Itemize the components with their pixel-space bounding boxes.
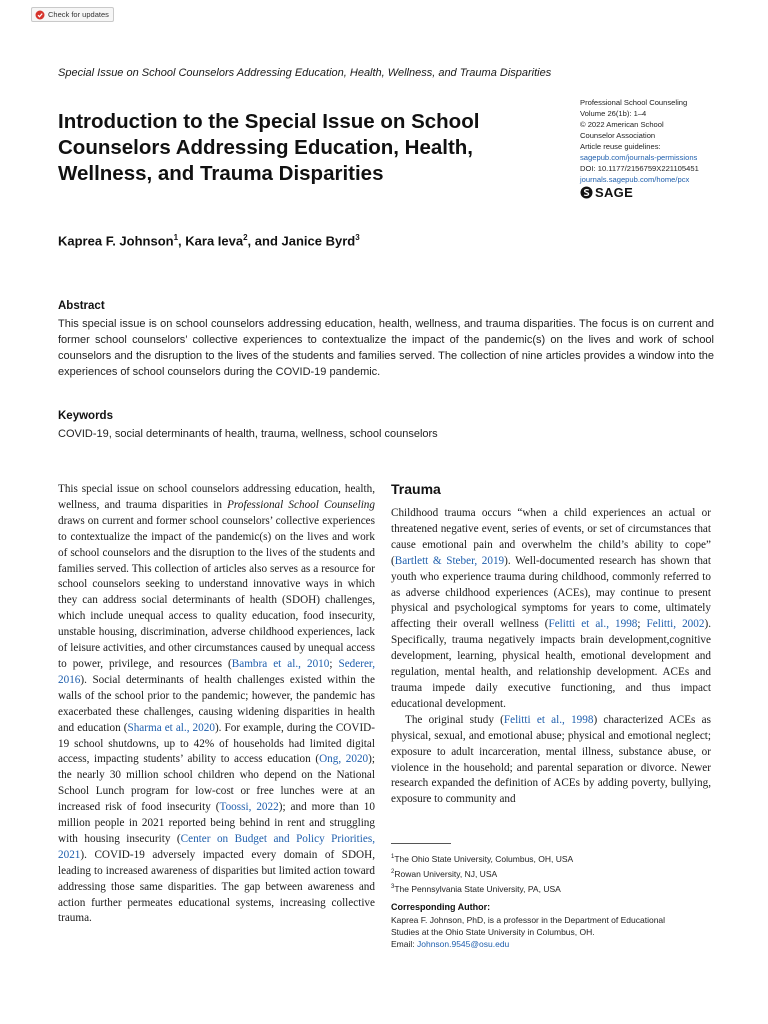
- paragraph: Childhood trauma occurs “when a child experiences an actual or threatened negative event, series of events, or set of circumstances that cause emotional pain and overwhelm the child’s ability to cope” (Bartlett & Steber, 2019). Well-documented research has shown that youth who experience trauma during childhood, commonly referred to as adverse childhood experiences (ACEs), may continue to present physical and psychological symptoms for years to come, ultimately affecting their overall wellness (Felitti et al., 1998; Felitti, 2002). Specifically, trauma negatively impacts brain development,cognitive development, learning, physical health, emotional development and regulation, mental health, and relationship development. ACEs and trauma impede daily executive functioning, and thus impact educational development.: [391, 507, 711, 710]
- affiliation-item: $^3$The Pennsylvania State University, PA, USA: [391, 883, 561, 894]
- intro-paragraph: This special issue on school counselors addressing education, health, wellness, and trauma disparities in Professional School Counseling draws on current and former school counselors’ collective experiences to contextualize the impact of the pandemic(s) on the lives and work of school counselors and the disruption to the lives of the students and families served. This collection of articles also serves as a resource for school counselors seeking to understand innovative ways in which they can address social determinants of health (SDOH) challenges, which include unequal access to quality education, food insecurity, unstable housing, discrimination, adverse childhood experiences, lack of leisure activities, and other circumstances caused by unequal access to power, privilege, and resources (Bambra et al., 2010; Sederer, 2016). Social determinants of health challenges existed within the walls of the school prior to the pandemic; however, the pandemic has exacerbated these challenges, causing widening disparities in health and education (Sharma et al., 2020). For example, during the COVID-19 school shutdowns, up to 42% of households had limited digital access, impacting students’ ability to access education (Ong, 2020); the nearly 30 million school children who depend on the National School Lunch program for low-cost or free lunches were at an increased risk of food insecurity (Toossi, 2022); and more than 10 million people in 2021 reported being behind in rent and struggling with housing insecurity (Center on Budget and Policy Priorities, 2021). COVID-19 adversely impacted every domain of SDOH, leading to increased awareness of disparities but limited action toward addressing those same disparities. The gap between awareness and action further permeates educational systems, increasing collective trauma.: [58, 483, 375, 925]
- keywords-text: COVID-19, social determinants of health, trauma, wellness, school counselors: [58, 428, 438, 440]
- journal-name: Professional School Counseling: [580, 98, 688, 107]
- affiliation-marker: 2: [243, 233, 248, 242]
- citation-link[interactable]: Sederer, 2016: [58, 657, 375, 686]
- journal-meta: [580, 97, 750, 199]
- citation-link[interactable]: Center on Budget and Policy Priorities, 2021: [58, 832, 375, 861]
- affiliation-marker: 1: [173, 233, 179, 242]
- doi: DOI: 10.1177/2156759X221105451: [580, 164, 699, 173]
- paragraph: The original study (Felitti et al., 1998) characterized ACEs as physical, sexual, and emotional abuse; physical and emotional neglect; exposure to adult incarceration, mental illness, substance abuse, or violence in the household; and parental separation or divorce. Newer research expanded the definition of ACEs by adding poverty, bullying, exposure to community and: [391, 713, 711, 806]
- citation-link[interactable]: Bambra et al., 2010: [231, 657, 330, 670]
- affiliation-marker: 3: [355, 233, 360, 242]
- trauma-section: [391, 506, 711, 808]
- corresponding-author-info: Kaprea F. Johnson, PhD, is a professor in the Department of Educational Studies at the Ohio State University in Columbus, OH. Email: Johnson.9545@osu.edu: [391, 915, 666, 949]
- citation-link[interactable]: Felitti, 2002: [646, 618, 705, 631]
- affiliation-item: $^2$Rowan University, NJ, USA: [391, 868, 498, 879]
- citation-link[interactable]: Ong, 2020: [319, 753, 369, 766]
- author-name: Janice Byrd: [281, 233, 356, 249]
- corresponding-author-heading: Corresponding Author:: [391, 902, 491, 912]
- citation-link[interactable]: Bartlett & Steber, 2019: [394, 554, 505, 567]
- sage-logo: [580, 186, 750, 199]
- journal-title-italic: Professional School Counseling: [227, 498, 375, 511]
- copyright-line-2: Counselor Association: [580, 131, 656, 140]
- sage-wordmark: SAGE: [595, 185, 634, 200]
- check-for-updates-button[interactable]: [31, 7, 114, 22]
- abstract-text: This special issue is on school counselors addressing education, health, wellness, and trauma disparities. The focus is on current and former school counselors’ collective experiences to contextualize the impact of the pandemic(s) on the lives and work of school counselors and the disruption to the lives of the students and families served. The collection of nine articles provides a window into the experiences of school counselors during the COVID-19 pandemic.: [58, 318, 714, 378]
- reuse-label: Article reuse guidelines:: [580, 142, 661, 151]
- affiliation-item: $^1$The Ohio State University, Columbus, OH, USA: [391, 853, 574, 864]
- keywords-heading: Keywords: [58, 410, 113, 422]
- citation-link[interactable]: Felitti et al., 1998: [503, 713, 594, 726]
- sage-mark-icon: [580, 186, 593, 199]
- abstract-heading: Abstract: [58, 300, 105, 312]
- email-link[interactable]: Johnson.9545@osu.edu: [416, 939, 510, 949]
- check-updates-icon: [35, 10, 45, 20]
- article-title: Introduction to the Special Issue on School Counselors Addressing Education, Health, Wellness, and Trauma Disparities: [58, 110, 480, 185]
- footnote-divider: [391, 843, 451, 844]
- check-for-updates-label: Check for updates: [48, 10, 109, 19]
- author-name: Kaprea F. Johnson: [58, 233, 174, 249]
- citation-link[interactable]: Sharma et al., 2020: [127, 721, 215, 734]
- copyright-line: © 2022 American School: [580, 120, 664, 129]
- affiliations: [391, 851, 711, 895]
- author-list: Kaprea F. Johnson$^1$, Kara Ieva$^2$, and Janice Byrd$^3$: [58, 233, 360, 249]
- permissions-link[interactable]: sagepub.com/journals-permissions: [580, 153, 698, 162]
- author-name: Kara Ieva: [185, 233, 244, 249]
- section-heading-trauma: Trauma: [391, 481, 441, 497]
- journal-home-link[interactable]: journals.sagepub.com/home/pcx: [580, 175, 690, 184]
- journal-volume: Volume 26(1b): 1–4: [580, 109, 647, 118]
- citation-link[interactable]: Felitti et al., 1998: [548, 618, 638, 631]
- running-head: Special Issue on School Counselors Addressing Education, Health, Wellness, and Trauma Disparities: [58, 67, 552, 79]
- citation-link[interactable]: Toossi, 2022: [219, 801, 279, 814]
